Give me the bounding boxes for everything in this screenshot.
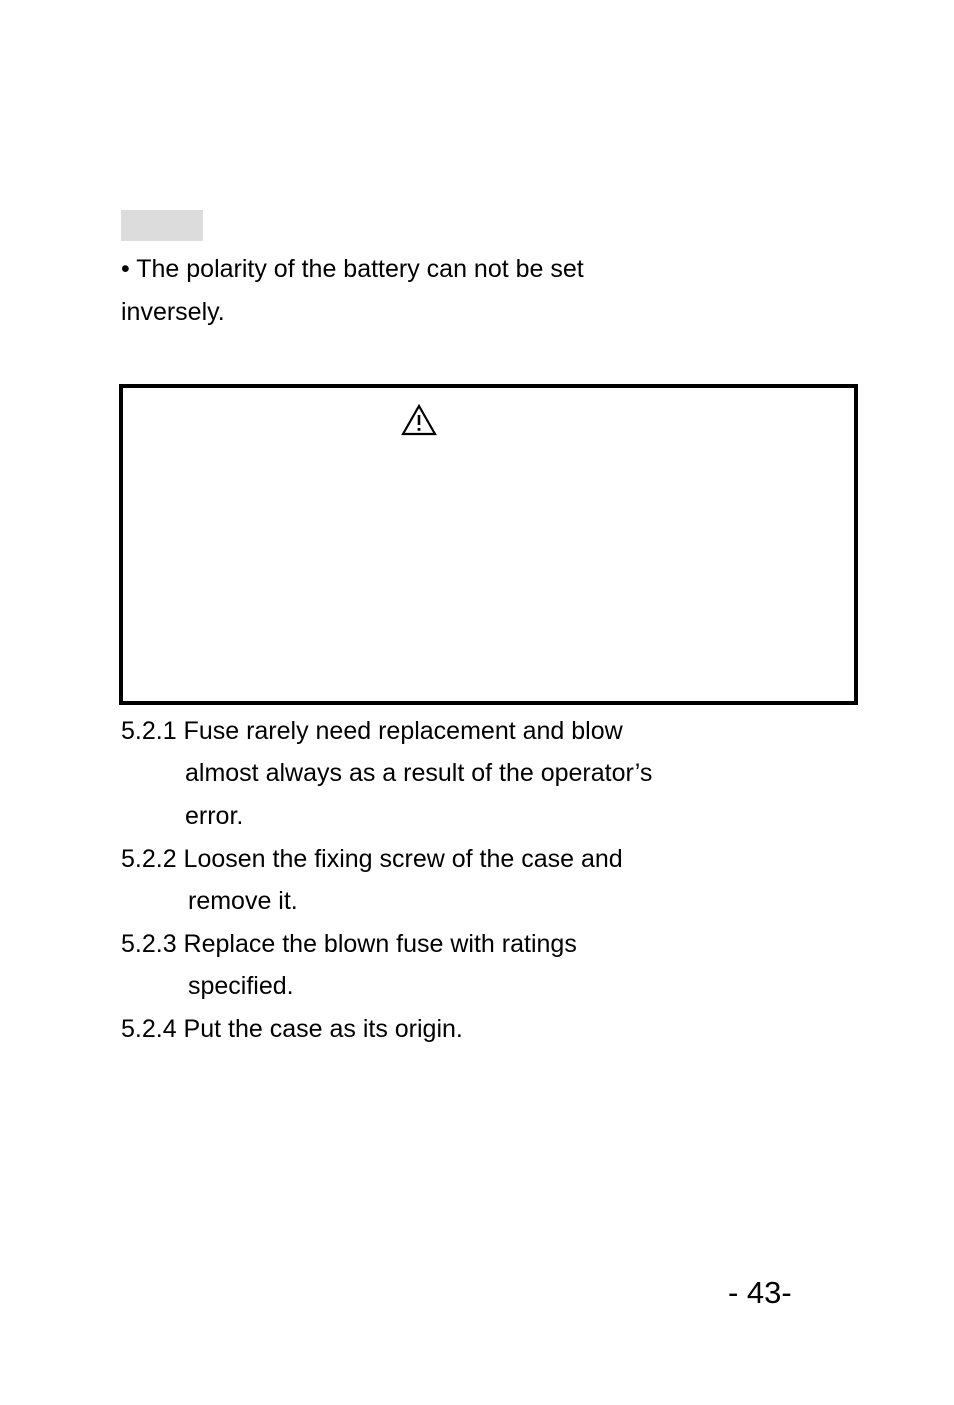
warning-triangle-icon <box>401 404 437 436</box>
page-number: - 43- <box>728 1275 792 1310</box>
warning-box <box>119 384 858 705</box>
step-5-2-1-line-1: 5.2.1 Fuse rarely need replacement and blow <box>121 717 623 745</box>
step-5-2-1-line-3: error. <box>185 802 244 830</box>
step-5-2-2-line-2: remove it. <box>188 887 298 915</box>
note-bullet-line-1: • The polarity of the battery can not be set <box>121 255 584 283</box>
note-bullet-line-2: inversely. <box>121 298 225 326</box>
step-5-2-2-line-1: 5.2.2 Loosen the fixing screw of the case and <box>121 845 623 873</box>
step-5-2-3-line-2: specified. <box>188 972 294 1000</box>
step-5-2-3-line-1: 5.2.3 Replace the blown fuse with ratings <box>121 930 577 958</box>
step-5-2-1-line-2: almost always as a result of the operator’s <box>185 759 653 787</box>
note-label-highlight <box>121 210 203 241</box>
step-5-2-4-line-1: 5.2.4 Put the case as its origin. <box>121 1015 463 1043</box>
